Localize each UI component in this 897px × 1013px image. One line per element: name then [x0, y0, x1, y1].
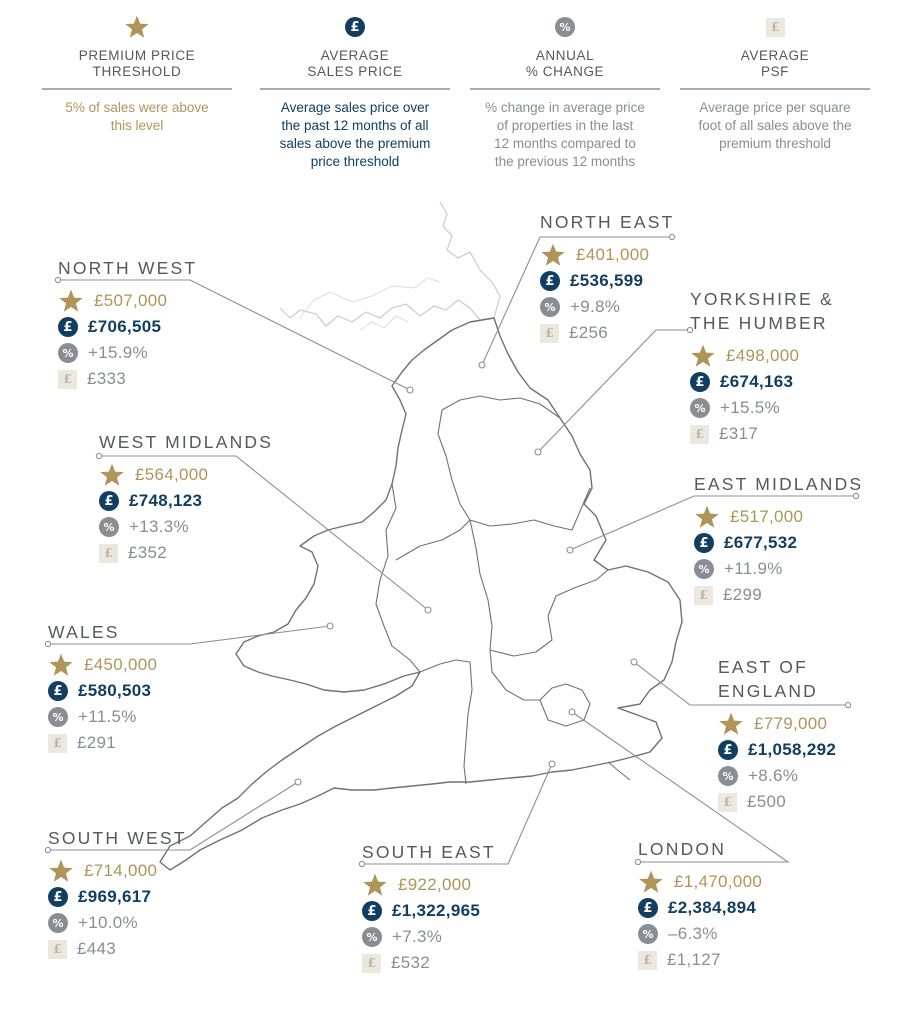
leader-end-east-of-england	[845, 702, 850, 707]
pound-circle-icon: £	[58, 317, 78, 337]
legend-psf-desc: Average price per square foot of all sales above the premium threshold	[698, 100, 852, 151]
leader-dot-london	[569, 709, 575, 715]
region-name: SOUTH EAST	[362, 842, 496, 862]
region-east-midlands	[694, 472, 863, 608]
star-icon	[540, 242, 566, 268]
annual-change: +7.3%	[392, 927, 443, 946]
boundary-yorks-em	[470, 488, 590, 530]
average-psf: £256	[569, 323, 609, 342]
premium-threshold: £1,470,000	[674, 872, 763, 891]
region-name: LONDON	[638, 839, 727, 859]
pound-circle-icon: £	[718, 740, 738, 760]
region-name: NORTH WEST	[58, 258, 198, 278]
pound-square-icon: £	[638, 951, 657, 970]
star-icon	[48, 652, 74, 678]
leader-dot-north-east	[479, 362, 485, 368]
boundary-sw	[420, 660, 472, 784]
pound-circle-icon: £	[48, 887, 68, 907]
legend-change-title: ANNUAL % CHANGE	[470, 48, 660, 90]
legend-premium-desc: 5% of sales were above this level	[65, 100, 209, 133]
percent-circle-icon: %	[694, 559, 714, 579]
percent-circle-icon: %	[638, 924, 658, 944]
average-psf: £443	[77, 939, 117, 958]
average-price: £969,617	[78, 887, 152, 906]
pound-square-icon: £	[540, 324, 559, 343]
premium-threshold: £779,000	[754, 714, 828, 733]
premium-threshold: £714,000	[84, 861, 158, 880]
annual-change: +13.3%	[129, 517, 189, 536]
pound-square-icon: £	[766, 18, 785, 37]
region-name: WEST MIDLANDS	[99, 432, 274, 452]
boundary-wales	[376, 484, 420, 672]
pound-square-icon: £	[694, 586, 713, 605]
star-icon	[362, 872, 388, 898]
boundary-wm	[396, 520, 492, 650]
leader-dot-east-midlands	[567, 547, 573, 553]
average-price: £748,123	[129, 491, 203, 510]
pound-circle-icon: £	[638, 898, 658, 918]
coastline-outline	[160, 318, 682, 870]
percent-circle-icon: %	[690, 398, 710, 418]
region-name: EAST MIDLANDS	[694, 474, 864, 494]
average-psf: £299	[723, 585, 763, 604]
star-icon	[690, 343, 716, 369]
average-psf: £291	[77, 733, 117, 752]
star-icon	[48, 858, 74, 884]
leader-dot-north-west	[407, 387, 413, 393]
star-icon	[99, 462, 125, 488]
annual-change: +8.6%	[748, 766, 799, 785]
pound-square-icon: £	[99, 544, 118, 563]
annual-change: +11.9%	[724, 559, 783, 578]
region-name: YORKSHIRE & THE HUMBER	[690, 289, 834, 333]
star-icon	[718, 711, 744, 737]
boundary-north	[442, 396, 560, 418]
leader-dot-south-west	[295, 779, 301, 785]
legend-premium-title: PREMIUM PRICE THRESHOLD	[42, 48, 232, 90]
pound-square-icon: £	[48, 940, 67, 959]
average-psf: £352	[128, 543, 168, 562]
average-price: £536,599	[570, 271, 644, 290]
region-london	[638, 837, 762, 973]
region-north-west	[58, 256, 197, 392]
leader-line-yorkshire	[538, 330, 690, 452]
annual-change: –6.3%	[668, 924, 718, 943]
pound-circle-icon: £	[694, 533, 714, 553]
pound-square-icon: £	[690, 425, 709, 444]
region-name: EAST OF ENGLAND	[718, 657, 819, 701]
premium-threshold: £517,000	[730, 507, 804, 526]
region-south-west	[48, 826, 187, 962]
average-price: £1,058,292	[748, 740, 837, 759]
pound-circle-icon: £	[690, 372, 710, 392]
pound-circle-icon: £	[99, 491, 119, 511]
star-icon	[694, 504, 720, 530]
region-east-of-england	[718, 655, 836, 815]
legend-change-desc: % change in average price of properties in the last 12 months compared to the previous 12 months	[485, 100, 645, 169]
average-psf: £1,127	[667, 950, 721, 969]
region-west-midlands	[99, 430, 273, 566]
percent-circle-icon: %	[718, 766, 738, 786]
star-icon	[638, 869, 664, 895]
region-south-east	[362, 840, 496, 976]
percent-circle-icon: %	[99, 517, 119, 537]
premium-threshold: £498,000	[726, 346, 800, 365]
pound-square-icon: £	[58, 370, 77, 389]
premium-threshold: £564,000	[135, 465, 209, 484]
legend-average-title: AVERAGE SALES PRICE	[260, 48, 450, 90]
premium-threshold: £507,000	[94, 291, 168, 310]
average-psf: £333	[87, 369, 127, 388]
percent-circle-icon: %	[540, 297, 560, 317]
legend-average-desc: Average sales price over the past 12 months of all sales above the premium price threshold	[279, 100, 431, 169]
average-price: £2,384,894	[668, 898, 757, 917]
region-wales	[48, 620, 157, 756]
pound-square-icon: £	[362, 954, 381, 973]
leader-dot-wales	[327, 623, 333, 629]
annual-change: +15.9%	[88, 343, 148, 362]
annual-change: +15.5%	[720, 398, 780, 417]
percent-circle-icon: %	[555, 17, 575, 37]
leader-dot-west-midlands	[425, 607, 431, 613]
leader-dot-yorkshire	[535, 449, 541, 455]
legend-psf-title: AVERAGE PSF	[680, 48, 870, 90]
star-icon	[58, 288, 84, 314]
region-name: WALES	[48, 622, 120, 642]
percent-circle-icon: %	[48, 913, 68, 933]
average-price: £1,322,965	[392, 901, 481, 920]
pound-circle-icon: £	[345, 17, 365, 37]
average-price: £677,532	[724, 533, 798, 552]
boundary-nw-yorks	[438, 410, 470, 520]
average-price: £706,505	[88, 317, 162, 336]
pound-circle-icon: £	[48, 681, 68, 701]
region-name: NORTH EAST	[540, 212, 675, 232]
premium-threshold: £922,000	[398, 875, 472, 894]
average-price: £674,163	[720, 372, 794, 391]
premium-threshold: £450,000	[84, 655, 158, 674]
percent-circle-icon: %	[58, 343, 78, 363]
percent-circle-icon: %	[48, 707, 68, 727]
annual-change: +9.8%	[570, 297, 621, 316]
pound-square-icon: £	[48, 734, 67, 753]
boundary-se-east	[490, 570, 608, 656]
pound-square-icon: £	[718, 793, 737, 812]
pound-circle-icon: £	[540, 271, 560, 291]
annual-change: +11.5%	[78, 707, 137, 726]
average-price: £580,503	[78, 681, 152, 700]
average-psf: £500	[747, 792, 787, 811]
leader-dot-east-of-england	[631, 659, 637, 665]
annual-change: +10.0%	[78, 913, 138, 932]
region-north-east	[540, 210, 674, 346]
region-yorkshire	[690, 287, 834, 447]
leader-dot-south-east	[549, 761, 555, 767]
average-psf: £317	[719, 424, 759, 443]
region-name: SOUTH WEST	[48, 828, 187, 848]
average-psf: £532	[391, 953, 431, 972]
pound-circle-icon: £	[362, 901, 382, 921]
boundary-se	[490, 650, 540, 700]
scotland-outline	[280, 202, 500, 326]
percent-circle-icon: %	[362, 927, 382, 947]
premium-threshold: £401,000	[576, 245, 650, 264]
